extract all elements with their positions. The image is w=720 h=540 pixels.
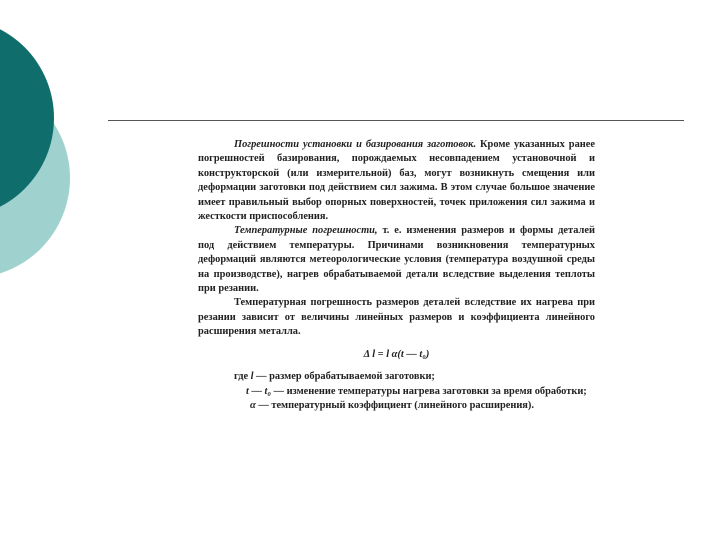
paragraph-installation-errors: [198, 138, 595, 224]
definition-coefficient: [198, 399, 595, 413]
paragraph-temperature-errors: [198, 224, 595, 296]
definition-size: [198, 370, 595, 384]
text-installation-errors: Кроме указанных ранее погрешностей базирования, порождаемых несовпадением установочной и конструкторской (или измерительной) баз, могут возникнуть смещения или деформации заготовки под действием сил зажима. В этом случае большое значение имеет правильный выбор опорных поверхностей, точек приложения сил зажима и жесткости приспособления.: [198, 139, 595, 223]
def3-symbol: α: [250, 399, 256, 411]
decorative-circles: [0, 0, 90, 300]
heading-installation-errors: Погрешности установки и базирования заготовок.: [234, 139, 477, 150]
def1-text: — размер обрабатываемой заготовки;: [253, 371, 435, 383]
def2-text: — изменение температуры нагрева заготовки за время обработки;: [270, 385, 587, 397]
def3-text: — температурный коэффициент (линейного расширения).: [255, 399, 534, 411]
definition-temperature-change: [198, 385, 595, 399]
def1-prefix: где: [234, 371, 251, 383]
def1-symbol: l: [250, 371, 254, 383]
document-body: [198, 138, 595, 413]
heading-temperature-errors: Температурные погрешности,: [234, 225, 378, 237]
formula: Δ l = l α(t — t₀): [363, 348, 430, 360]
header-rule: [108, 120, 684, 121]
paragraph-thermal-dependence: Температурная погрешность размеров деталей вследствие их нагрева при резании зависит от величины линейных размеров и коэффициента линейного расширения металла.: [198, 297, 595, 338]
text-temperature-errors: т. е. изменения размеров и формы деталей под действием температуры. Причинами возникновения температурных деформаций являются метеорологические условия (температура воздушной среды на производстве), нагрев обрабатываемой детали вследствие выделения теплоты при резании.: [198, 225, 595, 295]
def2-symbol: t — t₀: [246, 385, 271, 397]
